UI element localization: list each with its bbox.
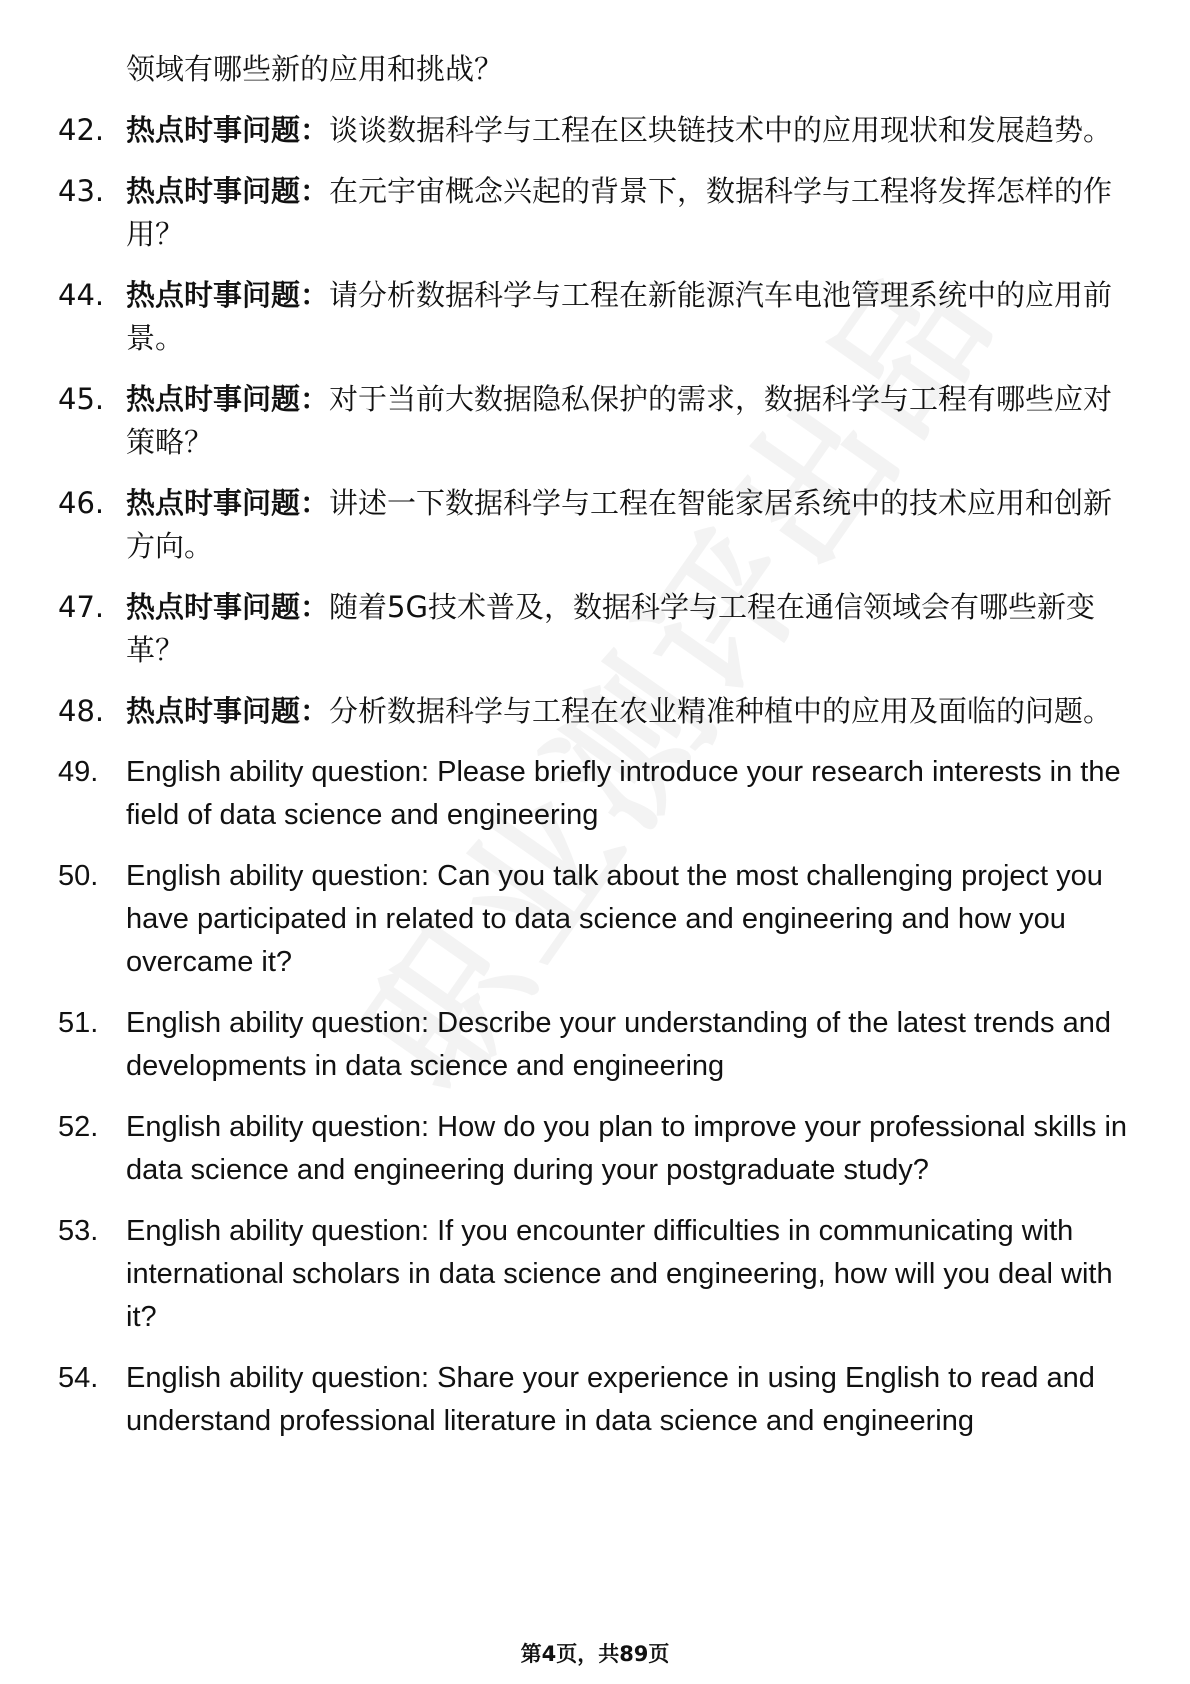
question-label: 热点时事问题： bbox=[126, 113, 330, 147]
question-number: 43. bbox=[58, 174, 105, 208]
question-number: 45. bbox=[58, 382, 105, 416]
question-text: English ability question: If you encounter difficulties in communicating with international scholars in data science and engineering, how will you deal with it? bbox=[126, 1215, 1113, 1333]
question-number: 49. bbox=[58, 756, 99, 788]
question-text: English ability question: Share your experience in using English to read and understand professional literature in data science and engineering bbox=[126, 1362, 1095, 1437]
question-item bbox=[58, 109, 1138, 152]
question-item bbox=[58, 751, 1138, 837]
question-number: 54. bbox=[58, 1362, 99, 1394]
question-item bbox=[58, 586, 1138, 672]
question-number: 51. bbox=[58, 1007, 99, 1039]
question-number: 44. bbox=[58, 278, 105, 312]
question-number: 47. bbox=[58, 590, 105, 624]
question-text: 在元宇宙概念兴起的背景下，数据科学与工程将发挥怎样的作用？ bbox=[126, 174, 1113, 251]
question-item bbox=[58, 855, 1138, 984]
question-item bbox=[58, 690, 1138, 733]
question-text: 谈谈数据科学与工程在区块链技术中的应用现状和发展趋势。 bbox=[329, 113, 1113, 147]
question-item bbox=[58, 170, 1138, 256]
question-label: 热点时事问题： bbox=[126, 174, 330, 208]
question-text: 讲述一下数据科学与工程在智能家居系统中的技术应用和创新方向。 bbox=[126, 486, 1113, 563]
question-text: English ability question: How do you plan to improve your professional skills in data science and engineering during your postgraduate study? bbox=[126, 1111, 1128, 1186]
continued-question-text: 领域有哪些新的应用和挑战？ bbox=[126, 52, 504, 86]
question-text: 随着5G技术普及，数据科学与工程在通信领域会有哪些新变革？ bbox=[126, 590, 1095, 667]
question-text: 分析数据科学与工程在农业精准种植中的应用及面临的问题。 bbox=[329, 694, 1113, 728]
question-item bbox=[58, 378, 1138, 464]
question-list bbox=[58, 48, 1138, 1461]
question-number: 46. bbox=[58, 486, 105, 520]
question-number: 53. bbox=[58, 1215, 99, 1247]
page-footer: 第4页，共89页 bbox=[520, 1642, 670, 1666]
question-number: 48. bbox=[58, 694, 105, 728]
question-item bbox=[58, 1106, 1138, 1192]
question-text: English ability question: Please briefly introduce your research interests in the field of data science and engineering bbox=[126, 756, 1121, 831]
question-label: 热点时事问题： bbox=[126, 694, 330, 728]
question-number: 42. bbox=[58, 113, 105, 147]
question-item bbox=[58, 1357, 1138, 1443]
question-text: English ability question: Can you talk about the most challenging project you have participated in related to data science and engineering and how you overcame it? bbox=[126, 860, 1103, 978]
question-label: 热点时事问题： bbox=[126, 486, 330, 520]
question-label: 热点时事问题： bbox=[126, 278, 330, 312]
question-number: 50. bbox=[58, 860, 99, 892]
question-item bbox=[58, 274, 1138, 360]
question-label: 热点时事问题： bbox=[126, 382, 330, 416]
question-text: 请分析数据科学与工程在新能源汽车电池管理系统中的应用前景。 bbox=[126, 278, 1113, 355]
question-text: 对于当前大数据隐私保护的需求，数据科学与工程有哪些应对策略？ bbox=[126, 382, 1113, 459]
question-number: 52. bbox=[58, 1111, 99, 1143]
question-item bbox=[58, 1002, 1138, 1088]
question-label: 热点时事问题： bbox=[126, 590, 330, 624]
question-text: English ability question: Describe your understanding of the latest trends and developments in data science and engineering bbox=[126, 1007, 1111, 1082]
question-item bbox=[58, 1210, 1138, 1339]
question-item bbox=[58, 482, 1138, 568]
